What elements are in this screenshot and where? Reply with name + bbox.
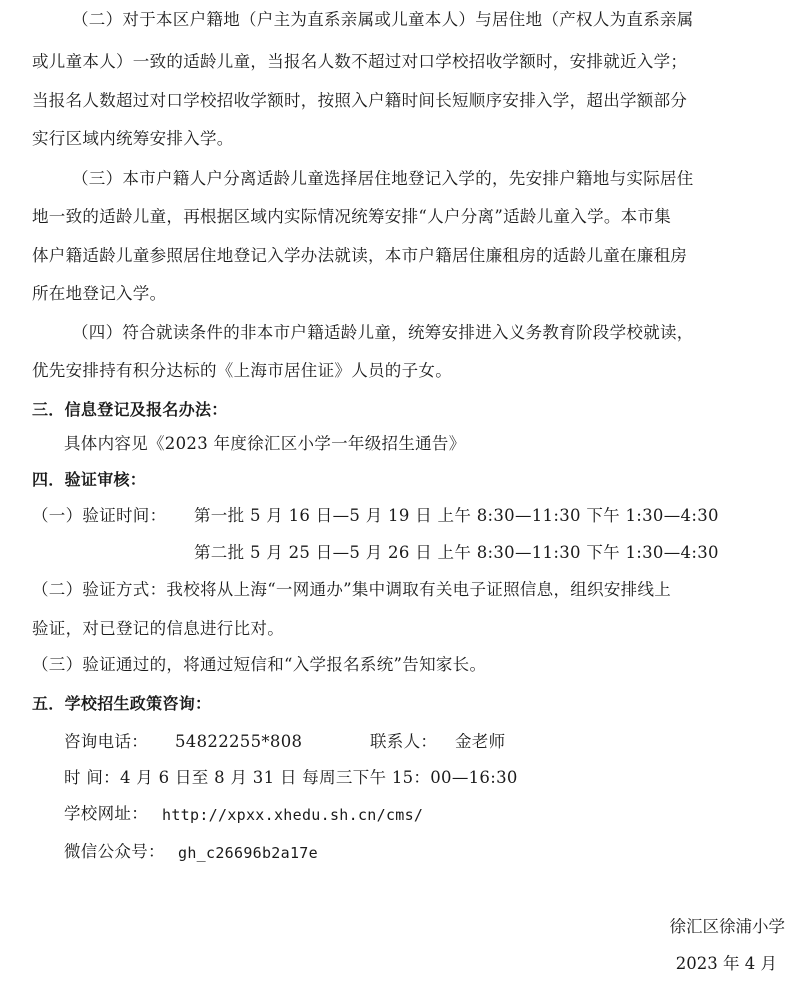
- verify-result: （三）验证通过的，将通过短信和“入学报名系统”告知家长。: [32, 655, 487, 674]
- verify-method-line2: 验证，对已登记的信息进行比对。: [32, 619, 284, 638]
- para3-line4: 所在地登记入学。: [32, 284, 167, 303]
- para3-line3: 体户籍适龄儿童参照居住地登记入学办法就读，本市户籍居住廉租房的适龄儿童在廉租房: [32, 246, 688, 265]
- verify-time-label: （一）验证时间：: [32, 506, 167, 525]
- section5-heading: 五．学校招生政策咨询：: [32, 694, 212, 713]
- section4-heading: 四．验证审核：: [32, 470, 147, 489]
- para3-line1: （三）本市户籍人户分离适龄儿童选择居住地登记入学的，先安排户籍地与实际居住: [72, 169, 694, 188]
- section3-heading: 三．信息登记及报名办法：: [32, 400, 228, 419]
- website-link[interactable]: http://xpxx.xhedu.sh.cn/cms/: [162, 806, 424, 824]
- signature-date: 2023 年 4 月: [675, 954, 777, 973]
- verify-batch1: 第一批 5 月 16 日—5 月 19 日 上午 8:30—11:30 下午 1:30—4:30: [194, 506, 719, 525]
- verify-batch2: 第二批 5 月 25 日—5 月 26 日 上午 8:30—11:30 下午 1:30—4:30: [194, 543, 719, 562]
- phone-label: 咨询电话：: [64, 732, 148, 751]
- para4-line2: 优先安排持有积分达标的《上海市居住证》人员的子女。: [32, 361, 452, 380]
- verify-method-line1: （二）验证方式：我校将从上海“一网通办”集中调取有关电子证照信息，组织安排线上: [32, 580, 672, 599]
- para2-line3: 当报名人数超过对口学校招收学额时，按照入户籍时间长短顺序安排入学，超出学额部分: [32, 91, 688, 110]
- para4-line1: （四）符合就读条件的非本市户籍适龄儿童，统筹安排进入义务教育阶段学校就读，: [72, 323, 694, 342]
- para3-line2: 地一致的适龄儿童，再根据区域内实际情况统筹安排“人户分离”适龄儿童入学。本市集: [32, 207, 672, 226]
- website-label: 学校网址：: [64, 804, 148, 823]
- phone-value: 54822255*808: [175, 732, 303, 751]
- para2-line2: 或儿童本人）一致的适龄儿童，当报名人数不超过对口学校招收学额时，安排就近入学；: [32, 52, 688, 71]
- section3-body: 具体内容见《2023 年度徐汇区小学一年级招生通告》: [64, 434, 466, 453]
- contact-label: 联系人：: [370, 732, 438, 751]
- wechat-id: gh_c26696b2a17e: [178, 844, 318, 862]
- contact-value: 金老师: [455, 732, 506, 751]
- signature-school: 徐汇区徐浦小学: [669, 917, 785, 936]
- wechat-label: 微信公众号：: [64, 842, 165, 861]
- para2-line4: 实行区域内统筹安排入学。: [32, 129, 234, 148]
- consult-time: 时 间：4 月 6 日至 8 月 31 日 每周三下午 15：00—16:30: [64, 768, 518, 787]
- para2-line1: （二）对于本区户籍地（户主为直系亲属或儿童本人）与居住地（产权人为直系亲属: [72, 10, 694, 29]
